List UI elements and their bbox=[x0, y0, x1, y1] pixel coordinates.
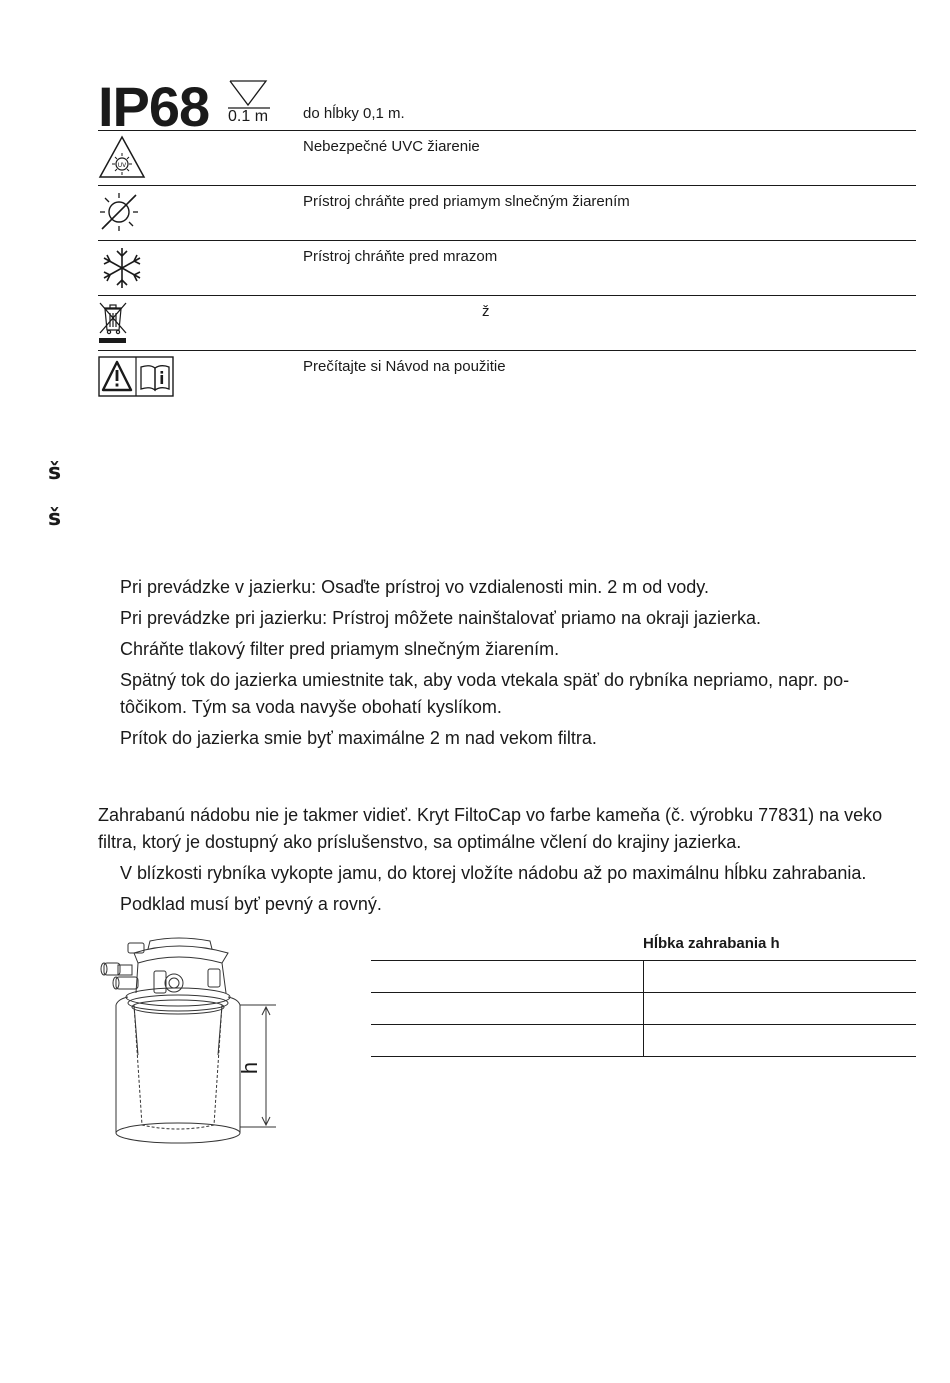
intro-line: Zahrabanú nádobu nie je takmer vidieť. Kryt FiltoCap vo farbe kameňa (č. výrobku 77831) na veko bbox=[98, 805, 883, 825]
instruction-line: Chráňte tlakový filter pred priamym slnečným žiarením. bbox=[120, 639, 560, 659]
uvc-warning-icon bbox=[98, 135, 150, 181]
frost-icon bbox=[98, 246, 148, 290]
symbol-row-no-sun bbox=[98, 185, 916, 241]
symbol-row-manual bbox=[98, 350, 916, 405]
table-column-divider bbox=[643, 960, 644, 1057]
side-heading-mark: š bbox=[48, 460, 62, 485]
svg-text:UV: UV bbox=[117, 162, 127, 169]
instruction-line: Pri prevádzke v jazierku: Osaďte prístroj vo vzdialenosti min. 2 m od vody. bbox=[120, 577, 709, 597]
no-sun-icon bbox=[98, 191, 144, 235]
instruction-line: Spätný tok do jazierka umiestnite tak, aby voda vtekala späť do rybníka nepriamo, napr. po- bbox=[120, 670, 850, 690]
dimension-label: h bbox=[237, 1061, 262, 1075]
depth-table-header: Hĺbka zahrabania h bbox=[643, 935, 780, 952]
symbol-text: do hĺbky 0,1 m. bbox=[303, 105, 405, 122]
read-manual-icon bbox=[98, 356, 176, 398]
side-heading-mark: š bbox=[48, 506, 62, 531]
symbol-row-uvc bbox=[98, 130, 916, 186]
symbol-text: Prístroj chráňte pred mrazom bbox=[303, 248, 498, 265]
intro-line: filtra, ktorý je dostupný ako príslušenstvo, sa optimálne včlení do krajiny jazierka. bbox=[98, 832, 742, 852]
symbol-text: Nebezpečné UVC žiarenie bbox=[303, 138, 480, 155]
symbol-row-ip68 bbox=[98, 75, 916, 138]
symbol-row-weee bbox=[98, 295, 916, 351]
instruction-line: V blízkosti rybníka vykopte jamu, do ktorej vložíte nádobu až po maximálnu hĺbku zahrabania. bbox=[120, 863, 867, 883]
symbol-text: ž bbox=[482, 303, 490, 320]
symbol-row-frost bbox=[98, 240, 916, 296]
weee-bin-icon bbox=[98, 300, 132, 348]
buried-filter-illustration bbox=[98, 935, 288, 1150]
ip-depth-label: 0.1 m bbox=[228, 108, 269, 125]
instruction-line: Prítok do jazierka smie byť maximálne 2 m nad vekom filtra. bbox=[120, 728, 597, 748]
ip-rating-code: IP68 bbox=[98, 75, 210, 138]
symbol-text: Prístroj chráňte pred priamym slnečným žiarením bbox=[303, 193, 630, 210]
instruction-line: Podklad musí byť pevný a rovný. bbox=[120, 894, 382, 914]
symbol-text: Prečítajte si Návod na použitie bbox=[303, 358, 506, 375]
instruction-line: tôčikom. Tým sa voda navyše obohatí kyslíkom. bbox=[120, 697, 502, 717]
instruction-line: Pri prevádzke pri jazierku: Prístroj môžete nainštalovať priamo na okraji jazierka. bbox=[120, 608, 762, 628]
